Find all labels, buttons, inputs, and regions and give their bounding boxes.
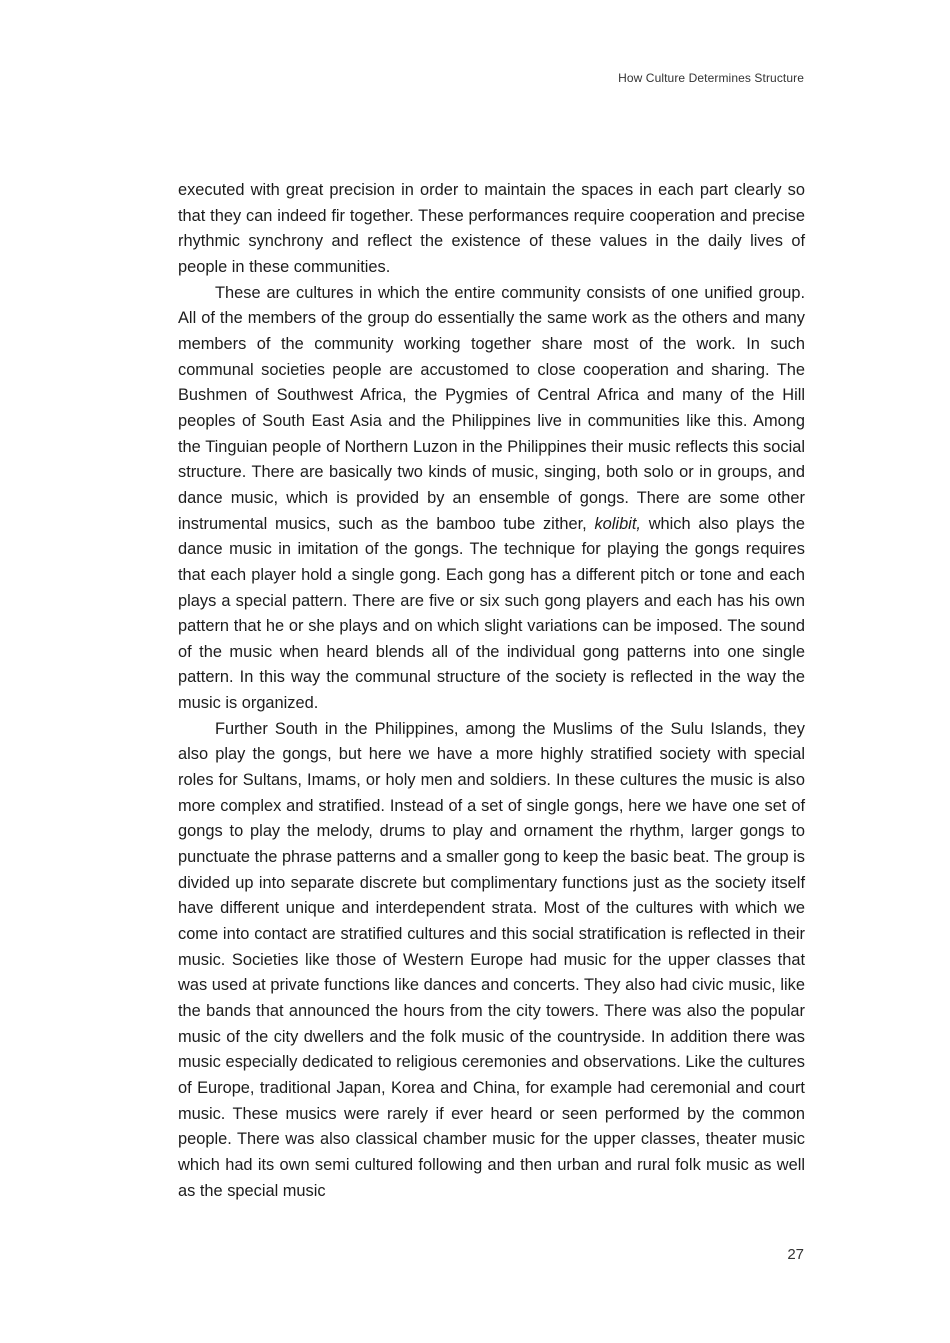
- page-number: 27: [787, 1246, 804, 1263]
- paragraph-text-before-italic: These are cultures in which the entire community consists of one unified group. All of the members of the group do essentially the same work as the others and many members of the community working together share most of the work. In such communal societies people are accustomed to close cooperation and sharing. The Bushmen of Southwest Africa, the Pygmies of Central Africa and many of the Hill peoples of South East Asia and the Philippines live in communities like this. Among the Tinguian people of Northern Luzon in the Philippines their music reflects this social structure. There are basically two kinds of music, singing, both solo or in groups, and dance music, which is provided by an ensemble of gongs. There are some other instrumental musics, such as the bamboo tube zither,: [178, 283, 805, 533]
- paragraph-stratified-societies: Further South in the Philippines, among the Muslims of the Sulu Islands, they also play the gongs, but here we have a more highly stratified society with special roles for Sultans, Imams, or holy men and soldiers. In these cultures the music is also more complex and stratified. Instead of a set of single gongs, here we have one set of gongs to play the melody, drums to play and ornament the rhythm, larger gongs to punctuate the phrase patterns and a smaller gong to keep the basic beat. The group is divided up into separate discrete but complimentary functions just as the society itself have different unique and interdependent strata. Most of the cultures with which we come into contact are stratified cultures and this social stratification is reflected in their music. Societies like those of Western Europe had music for the upper classes that was used at private functions like dances and concerts. They also had civic music, like the bands that announced the hours from the city towers. There was also the popular music of the city dwellers and the folk music of the countryside. In addition there was music especially dedicated to religious ceremonies and observations. Like the cultures of Europe, traditional Japan, Korea and China, for example had ceremonial and court music. These musics were rarely if ever heard or seen performed by the common people. There was also classical chamber music for the upper classes, theater music which had its own semi cultured following and then urban and rural folk music as well as the special music: [178, 719, 805, 1200]
- paragraph-communal-societies: [178, 281, 805, 717]
- kolibit-term: kolibit,: [594, 514, 641, 533]
- paragraph-text-after-italic: which also plays the dance music in imitation of the gongs. The technique for playing the gongs requires that each player hold a single gong. Each gong has a different pitch or tone and each plays a special pattern. There are five or six such gong players and each has his own pattern that he or she plays and on which slight variations can be imposed. The sound of the music when heard blends all of the individual gong patterns into one single pattern. In this way the communal structure of the society is reflected in the way the music is organized.: [178, 514, 805, 713]
- paragraph-continuation: executed with great precision in order to maintain the spaces in each part clearly so that they can indeed fir together. These performances require cooperation and precise rhythmic synchrony and reflect the existence of these values in the daily lives of people in these communities.: [178, 181, 805, 276]
- running-header: How Culture Determines Structure: [618, 71, 804, 85]
- body-text: [178, 178, 805, 1204]
